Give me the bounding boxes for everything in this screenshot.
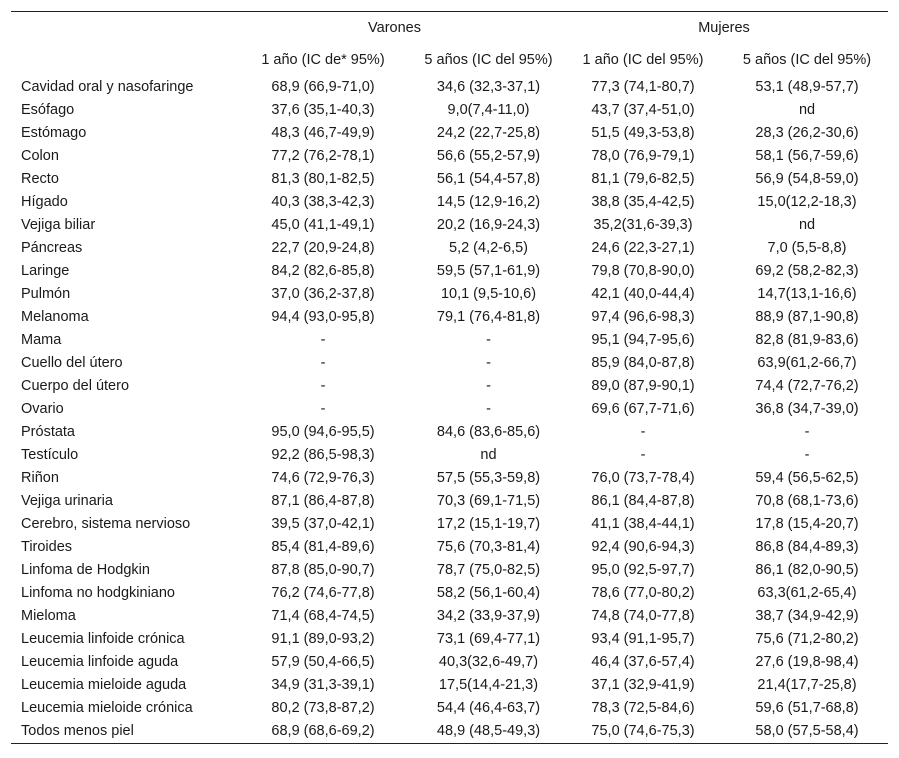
table-row [11,720,888,744]
header-sub-row [11,44,888,76]
table-row [11,421,888,444]
women-5yr-value: 69,2 (58,2-82,3) [755,263,859,279]
men-1yr-value: 40,3 (38,3-42,3) [271,194,375,210]
table-row [11,605,888,628]
men-1yr-value: 22,7 (20,9-24,8) [271,240,375,256]
women-5yr-value: 86,1 (82,0-90,5) [755,562,859,578]
women-5yr-value: nd [798,102,816,118]
men-1yr-value: 57,9 (50,4-66,5) [271,654,375,670]
women-5yr-value: 17,8 (15,4-20,7) [755,516,859,532]
men-5yr-value: 70,3 (69,1-71,5) [436,493,541,509]
women-1yr-value: 69,6 (67,7-71,6) [591,401,695,417]
table-row [11,76,888,99]
cancer-site-label: Cuerpo del útero [21,378,130,394]
men-1yr-value: 92,2 (86,5-98,3) [271,447,375,463]
cancer-site-label: Linfoma de Hodgkin [21,562,150,578]
table-row [11,536,888,559]
table-row [11,651,888,674]
table-row [11,352,888,375]
men-5yr-value: 10,1 (9,5-10,6) [440,286,537,302]
men-1yr-value: 80,2 (73,8-87,2) [271,700,375,716]
cancer-site-label: Vejiga urinaria [21,493,113,509]
women-1yr-value: 97,4 (96,6-98,3) [591,309,695,325]
women-1yr-value: 92,4 (90,6-94,3) [591,539,695,555]
survival-table [11,11,888,744]
women-5yr-value: 59,4 (56,5-62,5) [755,470,859,486]
men-1yr-value: 68,9 (68,6-69,2) [229,720,417,744]
cancer-site-label: Riñon [21,470,59,486]
women-5yr-value: 56,9 (54,8-59,0) [755,171,859,187]
women-1yr-value: 74,8 (74,0-77,8) [591,608,695,624]
table-row [11,306,888,329]
table-row [11,122,888,145]
men-5yr-value: 34,6 (32,3-37,1) [436,79,541,95]
table-row [11,628,888,651]
women-1yr-value: 38,8 (35,4-42,5) [591,194,695,210]
table-row [11,329,888,352]
men-5yr-value: 56,1 (54,4-57,8) [436,171,541,187]
table-row [11,237,888,260]
cancer-site-label: Cavidad oral y nasofaringe [21,79,194,95]
women-5yr-value: 70,8 (68,1-73,6) [755,493,859,509]
men-1yr-value: 76,2 (74,6-77,8) [271,585,375,601]
cancer-site-label: Cerebro, sistema nervioso [21,516,191,532]
men-1yr-value: 37,0 (36,2-37,8) [271,286,375,302]
cancer-site-label: Leucemia linfoide crónica [21,631,185,647]
table-row [11,191,888,214]
cancer-site-label: Leucemia mieloide aguda [21,677,187,693]
cancer-site-label: Ovario [21,401,64,417]
men-1yr-value: 87,8 (85,0-90,7) [271,562,375,578]
women-1yr-value: 86,1 (84,4-87,8) [591,493,695,509]
cancer-site-label: Todos menos piel [11,720,229,744]
women-1yr-value: 24,6 (22,3-27,1) [591,240,695,256]
women-1yr-value: 89,0 (87,9-90,1) [591,378,695,394]
men-5yr-value: 20,2 (16,9-24,3) [436,217,541,233]
men-5yr-value: 58,2 (56,1-60,4) [436,585,541,601]
women-1yr-value: 95,1 (94,7-95,6) [591,332,695,348]
women-5yr-value: 21,4(17,7-25,8) [757,677,857,693]
men-5yr-value: - [486,378,491,394]
women-1yr-value: 78,0 (76,9-79,1) [591,148,695,164]
women-5yr-value: 86,8 (84,4-89,3) [755,539,859,555]
cancer-site-label: Hígado [21,194,68,210]
cancer-site-label: Estómago [21,125,87,141]
women-1yr-value: - [640,447,646,463]
table-row [11,283,888,306]
women-5yr-value: 38,7 (34,9-42,9) [755,608,859,624]
men-1yr-value: 39,5 (37,0-42,1) [271,516,375,532]
women-5yr-value: 82,8 (81,9-83,6) [755,332,859,348]
table-row [11,99,888,122]
table-row [11,398,888,421]
men-1yr-value: 37,6 (35,1-40,3) [271,102,375,118]
women-1yr-value: 77,3 (74,1-80,7) [591,79,695,95]
women-5yr-value: 75,6 (71,2-80,2) [755,631,859,647]
women-5yr-value: 88,9 (87,1-90,8) [755,309,859,325]
men-1yr-value: - [320,332,326,348]
men-5yr-value: 56,6 (55,2-57,9) [436,148,541,164]
header-empty-cell [11,12,229,45]
men-1yr-value: 71,4 (68,4-74,5) [271,608,375,624]
men-5yr-value: 73,1 (69,4-77,1) [436,631,541,647]
men-5yr-value: 75,6 (70,3-81,4) [436,539,541,555]
header-group-men: Varones [229,12,560,45]
men-5yr-value: 59,5 (57,1-61,9) [436,263,541,279]
men-1yr-value: 95,0 (94,6-95,5) [271,424,375,440]
cancer-site-label: Colon [21,148,59,164]
men-5yr-value: 48,9 (48,5-49,3) [417,720,560,744]
table-row [11,260,888,283]
header-group-women: Mujeres [560,12,888,45]
women-1yr-value: 85,9 (84,0-87,8) [591,355,695,371]
table-row [11,697,888,720]
table-row [11,559,888,582]
header-women-5yr: 5 años (IC del 95%) [742,52,872,68]
header-empty-cell [11,44,229,76]
survival-table-container [11,11,888,744]
table-row [11,582,888,605]
women-5yr-value: 58,1 (56,7-59,6) [755,148,859,164]
women-1yr-value: 51,5 (49,3-53,8) [591,125,695,141]
table-row [11,168,888,191]
cancer-site-label: Vejiga biliar [21,217,96,233]
women-5yr-value: 27,6 (19,8-98,4) [755,654,859,670]
women-5yr-value: 15,0(12,2-18,3) [757,194,857,210]
table-header [11,12,888,77]
cancer-site-label: Leucemia linfoide aguda [21,654,179,670]
men-5yr-value: 79,1 (76,4-81,8) [436,309,541,325]
men-1yr-value: - [320,378,326,394]
men-5yr-value: 5,2 (4,2-6,5) [449,240,528,256]
cancer-site-label: Melanoma [21,309,89,325]
table-row [11,490,888,513]
cancer-site-label: Páncreas [21,240,83,256]
cancer-site-label: Próstata [21,424,75,440]
men-1yr-value: 48,3 (46,7-49,9) [271,125,375,141]
table-row [11,375,888,398]
women-1yr-value: 43,7 (37,4-51,0) [591,102,695,118]
women-1yr-value: 81,1 (79,6-82,5) [591,171,695,187]
cancer-site-label: Recto [21,171,59,187]
men-1yr-value: 34,9 (31,3-39,1) [271,677,375,693]
women-1yr-value: 46,4 (37,6-57,4) [591,654,695,670]
cancer-site-label: Tiroides [21,539,73,555]
women-1yr-value: 79,8 (70,8-90,0) [591,263,695,279]
header-women-1yr: 1 año (IC del 95%) [582,52,704,68]
men-1yr-value: 85,4 (81,4-89,6) [271,539,375,555]
men-1yr-value: 74,6 (72,9-76,3) [271,470,375,486]
men-1yr-value: 84,2 (82,6-85,8) [271,263,375,279]
women-1yr-value: 37,1 (32,9-41,9) [591,677,695,693]
women-5yr-value: 7,0 (5,5-8,8) [767,240,847,256]
women-5yr-value: 36,8 (34,7-39,0) [755,401,859,417]
header-group-row [11,12,888,45]
women-1yr-value: 95,0 (92,5-97,7) [591,562,695,578]
header-men-5yr: 5 años (IC del 95%) [424,52,553,68]
men-1yr-value: 94,4 (93,0-95,8) [271,309,375,325]
cancer-site-label: Esófago [21,102,75,118]
women-1yr-value: - [640,424,646,440]
header-men-1yr: 1 año (IC de* 95%) [261,52,385,68]
women-5yr-value: 63,3(61,2-65,4) [757,585,857,601]
men-1yr-value: 81,3 (80,1-82,5) [271,171,375,187]
men-5yr-value: 24,2 (22,7-25,8) [436,125,541,141]
women-1yr-value: 42,1 (40,0-44,4) [591,286,695,302]
cancer-site-label: Laringe [21,263,70,279]
women-5yr-value: 59,6 (51,7-68,8) [755,700,859,716]
table-row [11,444,888,467]
men-5yr-value: 54,4 (46,4-63,7) [436,700,541,716]
women-1yr-value: 76,0 (73,7-78,4) [591,470,695,486]
men-1yr-value: 45,0 (41,1-49,1) [271,217,375,233]
men-5yr-value: nd [480,447,497,463]
women-1yr-value: 75,0 (74,6-75,3) [560,720,726,744]
women-5yr-value: - [804,447,810,463]
men-5yr-value: 57,5 (55,3-59,8) [436,470,541,486]
men-1yr-value: - [320,355,326,371]
women-5yr-value: 58,0 (57,5-58,4) [726,720,888,744]
women-1yr-value: 93,4 (91,1-95,7) [591,631,695,647]
men-5yr-value: 84,6 (83,6-85,6) [436,424,541,440]
table-row [11,145,888,168]
women-1yr-value: 35,2(31,6-39,3) [593,217,693,233]
table-row [11,674,888,697]
women-5yr-value: - [804,424,810,440]
men-1yr-value: 91,1 (89,0-93,2) [271,631,375,647]
cancer-site-label: Cuello del útero [21,355,123,371]
cancer-site-label: Leucemia mieloide crónica [21,700,193,716]
women-5yr-value: 14,7(13,1-16,6) [757,286,857,302]
table-row [11,513,888,536]
men-5yr-value: 40,3(32,6-49,7) [438,654,539,670]
men-5yr-value: 17,2 (15,1-19,7) [436,516,541,532]
women-5yr-value: 63,9(61,2-66,7) [757,355,857,371]
table-row [11,214,888,237]
cancer-site-label: Testículo [21,447,79,463]
women-5yr-value: 53,1 (48,9-57,7) [755,79,859,95]
men-1yr-value: 87,1 (86,4-87,8) [271,493,375,509]
men-5yr-value: - [486,332,491,348]
men-5yr-value: 34,2 (33,9-37,9) [436,608,541,624]
table-row [11,467,888,490]
women-5yr-value: 28,3 (26,2-30,6) [755,125,859,141]
women-5yr-value: nd [798,217,816,233]
women-1yr-value: 78,6 (77,0-80,2) [591,585,695,601]
cancer-site-label: Mieloma [21,608,76,624]
men-1yr-value: 77,2 (76,2-78,1) [271,148,375,164]
women-1yr-value: 41,1 (38,4-44,1) [591,516,695,532]
men-5yr-value: - [486,355,491,371]
women-1yr-value: 78,3 (72,5-84,6) [591,700,695,716]
women-5yr-value: 74,4 (72,7-76,2) [755,378,859,394]
men-5yr-value: 9,0(7,4-11,0) [447,102,530,118]
men-5yr-value: 14,5 (12,9-16,2) [436,194,541,210]
men-5yr-value: 78,7 (75,0-82,5) [436,562,541,578]
men-5yr-value: 17,5(14,4-21,3) [438,677,539,693]
cancer-site-label: Pulmón [21,286,71,302]
cancer-site-label: Linfoma no hodgkiniano [21,585,175,601]
men-1yr-value: 68,9 (66,9-71,0) [271,79,375,95]
table-body [11,76,888,744]
cancer-site-label: Mama [21,332,62,348]
men-1yr-value: - [320,401,326,417]
men-5yr-value: - [486,401,491,417]
